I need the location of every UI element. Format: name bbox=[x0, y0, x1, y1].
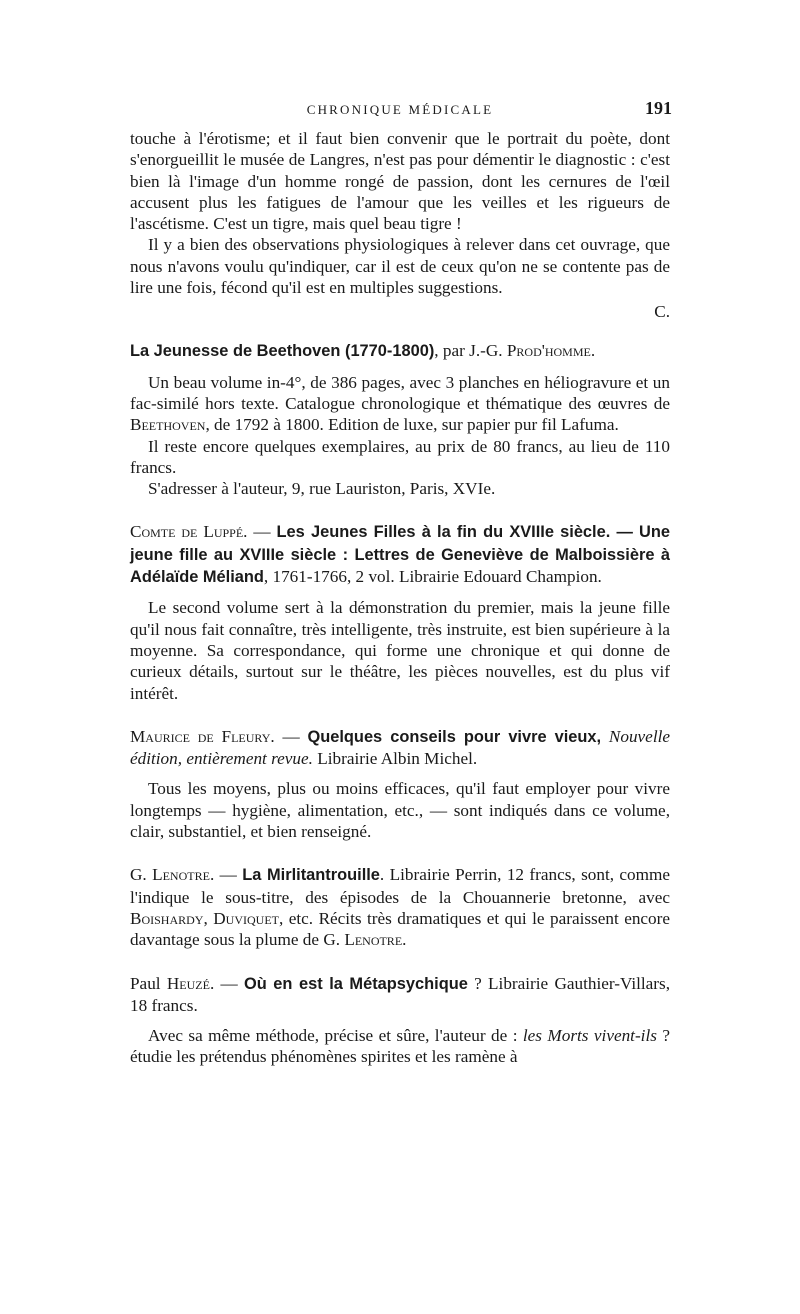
review-entry-heuze bbox=[130, 973, 670, 1068]
composer-name: Beethoven bbox=[130, 415, 206, 435]
names: Boishardy, Duviquet bbox=[130, 908, 279, 928]
author-name: Comte de Luppé bbox=[130, 522, 244, 542]
author-signoff: G. Lenotre bbox=[323, 930, 403, 950]
entry-heading bbox=[130, 864, 670, 950]
book-title: Quelques conseils pour vivre vieux, bbox=[307, 727, 602, 746]
text-span: . bbox=[402, 930, 407, 950]
text-span: ? étudie les prétendus phénomènes spirites et les ramène à bbox=[130, 1026, 670, 1067]
publisher-info: Librairie Albin Michel. bbox=[312, 749, 478, 769]
text-span: Avec sa même méthode, précise et sûre, l'auteur de : bbox=[148, 1026, 523, 1046]
page bbox=[130, 100, 670, 1068]
entry-paragraph: Il reste encore quelques exemplaires, au prix de 80 francs, au lieu de 110 francs. bbox=[130, 436, 670, 477]
author-name: Maurice de Fleury bbox=[130, 726, 271, 746]
separator: . — bbox=[270, 726, 308, 746]
entry-paragraph: S'adresser à l'auteur, 9, rue Lauriston, Paris, XVIe. bbox=[148, 479, 496, 499]
author-first-name: Paul bbox=[130, 973, 167, 993]
review-entry-lenotre bbox=[130, 864, 670, 950]
entry-heading bbox=[130, 973, 670, 1017]
text-span: . Librairie Perrin, 12 francs, sont, comme l'indique le sous-titre, des épisodes de la Chouannerie bretonne, avec bbox=[130, 865, 671, 907]
publisher-info: , 1761-1766, 2 vol. Librairie Edouard Champion. bbox=[263, 567, 602, 587]
book-title: Où en est la Métapsychique bbox=[244, 974, 468, 993]
review-entry-fleury bbox=[130, 726, 670, 842]
cited-title: les Morts vivent-ils bbox=[522, 1026, 657, 1046]
book-title: Les Jeunes Filles à la fin du XVIIIe siècle. — Une jeune fille au XVIIIe siècle : Lettres de Geneviève de Malboissière à Adélaïde Méliand bbox=[130, 523, 670, 587]
author-name: Prod'homme bbox=[506, 341, 591, 361]
book-title: La Mirlitantrouille bbox=[242, 866, 380, 885]
intro-paragraph-1: touche à l'érotisme; et il faut bien convenir que le portrait du poète, dont s'enorgueillit le musée de Langres, n'est pas pour démentir le diagnostic : c'est bien là l'image d'un homme rongé de passion, dont les cernures de l'œil accusent plus les fatigues de l'amour que les veilles et les rigueurs de l'ascétisme. C'est un tigre, mais quel beau tigre ! bbox=[130, 129, 670, 234]
running-title: CHRONIQUE MÉDICALE bbox=[306, 102, 494, 117]
entry-paragraph bbox=[130, 1025, 670, 1068]
separator: . — bbox=[209, 865, 243, 885]
page-number: 191 bbox=[645, 98, 672, 118]
entry-heading bbox=[130, 726, 670, 770]
entry-paragraph bbox=[130, 372, 670, 436]
entry-heading bbox=[130, 340, 670, 362]
review-entry-luppe bbox=[130, 521, 670, 703]
text-span: , de 1792 à 1800. Edition de luxe, sur papier pur fil Lafuma. bbox=[205, 415, 619, 435]
review-entry-beethoven bbox=[130, 340, 670, 499]
text-span: , etc. Récits très dramatiques et qui le paraissent encore davantage sous la plume de bbox=[130, 908, 670, 950]
text-span: Un beau volume in-4°, de 386 pages, avec 3 planches en héliogravure et un fac-similé hors texte. Catalogue chronologique et thématique des œuvres de bbox=[130, 372, 670, 413]
book-title: La Jeunesse de Beethoven (1770-1800) bbox=[130, 342, 435, 361]
signature: C. bbox=[654, 302, 670, 322]
entry-paragraph: Le second volume sert à la démonstration du premier, mais la jeune fille qu'il nous fait connaître, très intelligente, très instruite, est bien supérieure à la moyenne. Sa correspondance, qui forme une chronique et qui donne de curieux détails, surtout sur le théâtre, les pièces nouvelles, est du plus vif intérêt. bbox=[130, 598, 670, 703]
author-name: Heuzé bbox=[166, 973, 210, 993]
publisher-info: ? Librairie Gauthier-Villars, 18 francs. bbox=[130, 973, 671, 1015]
byline: , par J.-G. bbox=[434, 341, 507, 361]
separator: . — bbox=[209, 973, 244, 993]
byline-tail: . bbox=[590, 341, 596, 361]
separator: . — bbox=[243, 522, 277, 542]
intro-paragraph-2: Il y a bien des observations physiologiques à relever dans cet ouvrage, que nous n'avons voulu qu'indiquer, car il est de ceux qu'on ne se contente pas de lire une fois, fécond qu'il est en multiples suggestions. bbox=[130, 235, 670, 298]
entry-heading bbox=[130, 521, 670, 588]
running-head bbox=[130, 100, 670, 124]
edition-note: Nouvelle édition, entièrement revue. bbox=[130, 726, 670, 769]
entry-paragraph: Tous les moyens, plus ou moins efficaces, qu'il faut employer pour vivre longtemps — hygiène, alimentation, etc., — sont indiqués dans ce volume, clair, substantiel, et bien renseigné. bbox=[130, 779, 670, 842]
author-name: G. Lenotre bbox=[130, 865, 210, 885]
